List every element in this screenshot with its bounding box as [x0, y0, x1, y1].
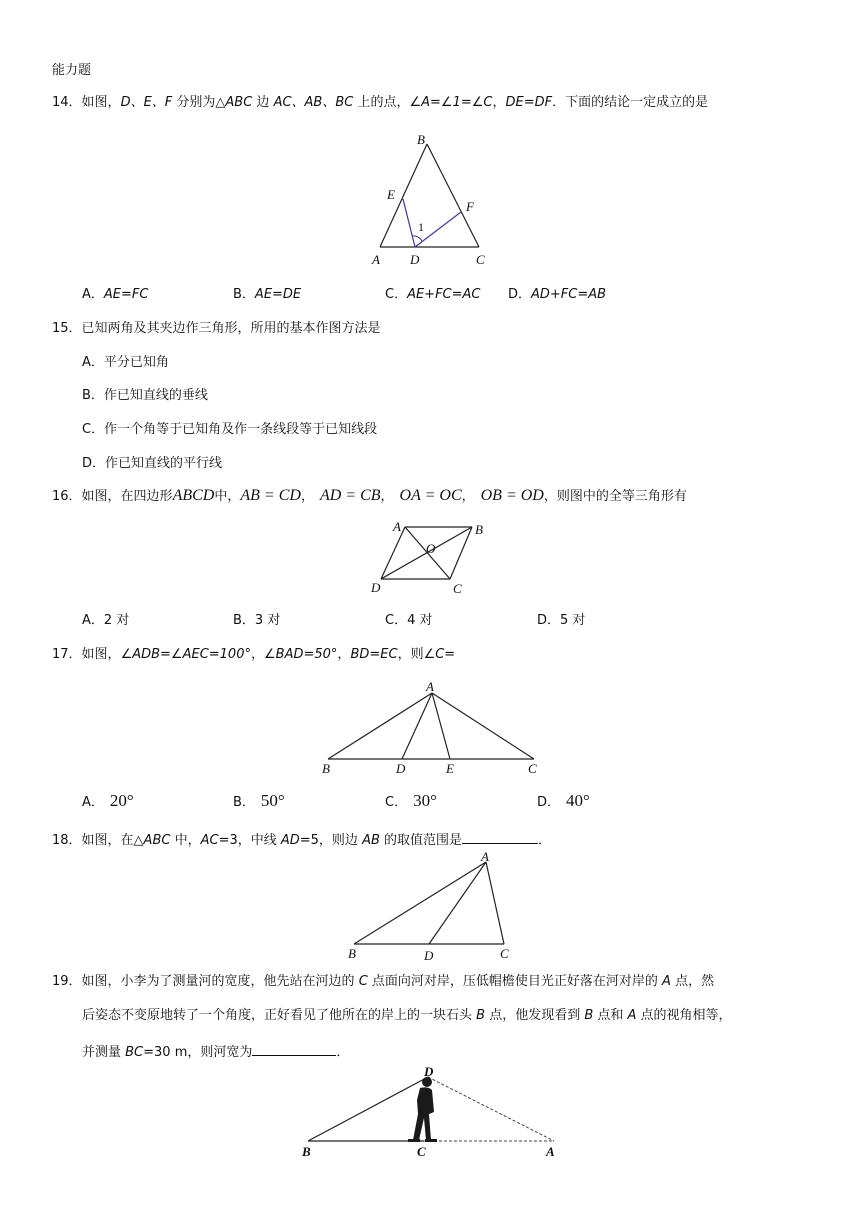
label-c: C — [528, 761, 537, 776]
label-a: A — [481, 849, 489, 864]
option-d[interactable]: D．AD+FC=AB — [508, 287, 607, 302]
label-b: B — [322, 761, 330, 776]
option-d[interactable]: D． 40° — [537, 791, 590, 810]
stem-text: 如图，在四边形 — [81, 489, 173, 504]
label-o: O — [426, 541, 436, 556]
label-a: A — [426, 679, 434, 694]
label-angle-1: 1 — [418, 220, 424, 234]
label-b: B — [302, 1144, 311, 1159]
stem-text: AD — [280, 833, 300, 848]
stem-text: 中， — [214, 489, 241, 504]
label-d: D — [396, 761, 406, 776]
math-eq-oa-oc: OA = OC — [399, 487, 462, 504]
stem-text: ，则∠ — [397, 647, 436, 662]
question-19-line-2: 后姿态不变原地转了一个角度，正好看见了他所在的岸上的一块石头 B 点，他发现看到 B 点和 A 点的视角相等， — [82, 1008, 732, 1023]
label-f: F — [466, 199, 474, 214]
option-d[interactable]: D．作已知直线的平行线 — [82, 456, 223, 471]
stem-text: 如图， — [81, 647, 121, 662]
figure-q16-parallelogram — [364, 517, 494, 601]
question-14-stem — [52, 94, 708, 112]
stem-text: C= — [435, 647, 456, 662]
stem-text: D、E、F — [120, 95, 173, 110]
stem-text: ABC — [225, 95, 253, 110]
option-a[interactable]: A．2 对 — [82, 613, 130, 628]
stem-text: ，则图中的全等三角形有 — [543, 489, 687, 504]
stem-text: ， — [337, 647, 351, 662]
label-b: B — [417, 132, 425, 147]
stem-text: 中， — [170, 833, 201, 848]
answer-blank[interactable] — [462, 829, 538, 844]
stem-text: 分别为△ — [172, 95, 226, 110]
label-e: E — [387, 187, 395, 202]
stem-text: ， — [492, 95, 506, 110]
section-title: 能力题 — [52, 63, 92, 78]
stem-text: 已知两角及其夹边作三角形，所用的基本作图方法是 — [81, 321, 381, 336]
option-c[interactable]: C．4 对 — [385, 613, 433, 628]
label-d: D — [371, 580, 381, 595]
option-c[interactable]: C． 30° — [385, 791, 437, 810]
label-b: B — [475, 522, 483, 537]
label-d: D — [424, 1064, 434, 1079]
option-b[interactable]: B．AE=DE — [233, 287, 302, 302]
option-b[interactable]: B． 50° — [233, 791, 285, 810]
question-19-line-3: 并测量 BC=30 m，则河宽为 ． — [82, 1041, 349, 1062]
stem-text: =3，中线 — [218, 833, 281, 848]
stem-text: ．下面的结论一定成立的是 — [552, 95, 709, 110]
question-number: 16． — [52, 489, 82, 504]
stem-text: =5，则边 — [299, 833, 363, 848]
math-eq-ob-od: OB = OD — [480, 487, 544, 504]
option-c[interactable]: C．AE+FC=AC — [385, 287, 481, 302]
stem-text: AC、AB、BC — [273, 95, 354, 110]
option-b[interactable]: B．作已知直线的垂线 — [82, 388, 208, 403]
stem-text: ∠BAD=50° — [264, 647, 338, 662]
option-a[interactable]: A． 20° — [82, 791, 134, 810]
stem-text: ∠ADB=∠AEC=100° — [120, 647, 251, 662]
math-eq-ad-cb: AD = CB — [319, 487, 381, 504]
stem-text: BD=EC — [350, 647, 398, 662]
math-eq-ab-cd: AB = CD — [240, 487, 301, 504]
label-a: A — [393, 519, 401, 534]
figure-q17-triangle — [314, 679, 550, 783]
question-18-stem — [52, 829, 551, 850]
stem-text: 的取值范围是 — [379, 833, 463, 848]
option-b[interactable]: B．3 对 — [233, 613, 281, 628]
person-silhouette-icon — [408, 1077, 437, 1142]
figure-q14-triangle — [360, 128, 500, 276]
label-d: D — [410, 252, 420, 267]
stem-text: 边 — [252, 95, 274, 110]
label-a: A — [546, 1144, 555, 1159]
question-number: 15． — [52, 321, 82, 336]
question-number: 18． — [52, 833, 82, 848]
answer-blank[interactable] — [252, 1041, 336, 1056]
question-number: 14． — [52, 95, 82, 110]
question-19-line-1: 19．如图，小李为了测量河的宽度，他先站在河边的 C 点面向河对岸，压低帽檐使目光正好落在河对岸的 A 点，然 — [52, 974, 715, 989]
stem-text: 如图，在△ — [81, 833, 144, 848]
stem-text: 上的点， — [353, 95, 410, 110]
figure-q18-triangle — [340, 848, 530, 966]
label-c: C — [417, 1144, 426, 1159]
stem-text: ABC — [143, 833, 171, 848]
option-a[interactable]: A．平分已知角 — [82, 355, 169, 370]
question-number: 19． — [52, 974, 82, 989]
label-c: C — [453, 581, 462, 596]
label-d: D — [424, 948, 434, 962]
figure-q19-river — [296, 1060, 566, 1164]
label-a: A — [372, 252, 380, 267]
stem-text: ． — [538, 833, 552, 848]
question-16-stem: 16．如图，在四边形ABCD中，AB = CD， AD = CB， OA = OC， OB = OD，则图中的全等三角形有 — [52, 487, 687, 504]
stem-text: AC — [200, 833, 219, 848]
option-a[interactable]: A．AE=FC — [82, 287, 149, 302]
stem-text: 如图， — [81, 95, 121, 110]
label-c: C — [476, 252, 485, 267]
question-15-stem — [52, 320, 381, 338]
question-number: 17． — [52, 647, 82, 662]
stem-text: AB — [362, 833, 380, 848]
label-b: B — [348, 946, 356, 961]
option-c[interactable]: C．作一个角等于已知角及作一条线段等于已知线段 — [82, 422, 378, 437]
label-c: C — [500, 946, 509, 961]
stem-text: DE=DF — [505, 95, 553, 110]
label-e: E — [446, 761, 454, 776]
option-d[interactable]: D．5 对 — [537, 613, 586, 628]
question-17-stem — [52, 646, 455, 664]
stem-text: ， — [250, 647, 264, 662]
stem-text: ∠A=∠1=∠C — [409, 95, 493, 110]
math-abcd: ABCD — [172, 487, 215, 504]
